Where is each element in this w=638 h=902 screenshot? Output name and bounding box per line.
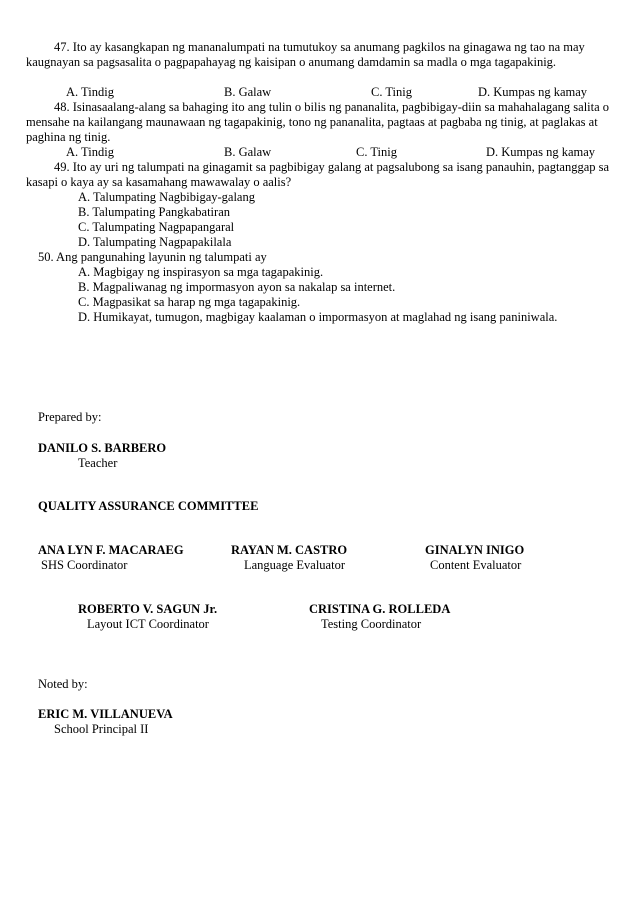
member-role-4: Layout ICT Coordinator	[87, 617, 209, 631]
q49-choice-d: D. Talumpating Nagpapakilala	[78, 235, 232, 249]
question-47-stem: 47. Ito ay kasangkapan ng mananalumpati na tumutukoy sa anumang pagkilos na ginagawa ng tao na may kaugnayan sa pagsasalita o pagpapahayag ng kaisipan o anumang damdamin sa madla o mga tagapakinig.	[26, 40, 585, 69]
member-role-3: Content Evaluator	[430, 558, 522, 572]
q47-choice-a: A. Tindig	[66, 85, 114, 99]
q50-choice-b: B. Magpaliwanag ng impormasyon ayon sa nakalap sa internet.	[78, 280, 396, 294]
q47-choice-b: B. Galaw	[224, 85, 272, 99]
q48-choice-d: D. Kumpas ng kamay	[486, 145, 596, 159]
q50-choice-c: C. Magpasikat sa harap ng mga tagapakinig.	[78, 295, 301, 309]
q50-choice-a: A. Magbigay ng inspirasyon sa mga tagapakinig.	[78, 265, 324, 279]
q50-choice-d: D. Humikayat, tumugon, magbigay kaalaman o impormasyon at maglahad ng isang paniniwala.	[78, 310, 558, 324]
q48-choice-b: B. Galaw	[224, 145, 272, 159]
noter-name: ERIC M. VILLANUEVA	[38, 707, 173, 721]
q49-choice-a: A. Talumpating Nagbibigay-galang	[78, 190, 255, 204]
q48-choice-c: C. Tinig	[356, 145, 398, 159]
member-name-5: CRISTINA G. ROLLEDA	[309, 602, 451, 616]
q49-choice-b: B. Talumpating Pangkabatiran	[78, 205, 230, 219]
member-name-2: RAYAN M. CASTRO	[231, 543, 348, 557]
member-name-3: GINALYN INIGO	[425, 543, 525, 557]
member-name-1: ANA LYN F. MACARAEG	[38, 543, 184, 557]
q49-choice-c: C. Talumpating Nagpapangaral	[78, 220, 235, 234]
member-role-1: SHS Coordinator	[41, 558, 128, 572]
noted-by-label: Noted by:	[38, 677, 88, 691]
prepared-by-label: Prepared by:	[38, 410, 102, 424]
q47-choice-c: C. Tinig	[371, 85, 413, 99]
q47-choice-d: D. Kumpas ng kamay	[478, 85, 588, 99]
member-role-5: Testing Coordinator	[321, 617, 422, 631]
member-name-4: ROBERTO V. SAGUN Jr.	[78, 602, 218, 616]
question-48-stem: 48. Isinasaalang-alang sa bahaging ito ang tulin o bilis ng pananalita, pagbibigay-diin sa mahahalagang salita o mensahe na kailangang maunawaan ng tagapakinig, tono ng pananalita, pagtaas at pagbaba ng tinig, at paglakas at paghina ng tinig.	[26, 100, 610, 144]
preparer-role: Teacher	[78, 456, 118, 470]
noter-role: School Principal II	[54, 722, 149, 736]
committee-heading: QUALITY ASSURANCE COMMITTEE	[38, 499, 259, 513]
question-50-stem: 50. Ang pangunahing layunin ng talumpati ay	[38, 250, 267, 264]
preparer-name: DANILO S. BARBERO	[38, 441, 167, 455]
q48-choice-a: A. Tindig	[66, 145, 114, 159]
question-49-stem: 49. Ito ay uri ng talumpati na ginagamit sa pagbibigay galang at pagsalubong sa isang panauhin, pagtanggap sa kasapi o kaya ay sa kasamahang mawawalay o aalis?	[26, 160, 610, 189]
member-role-2: Language Evaluator	[244, 558, 345, 572]
